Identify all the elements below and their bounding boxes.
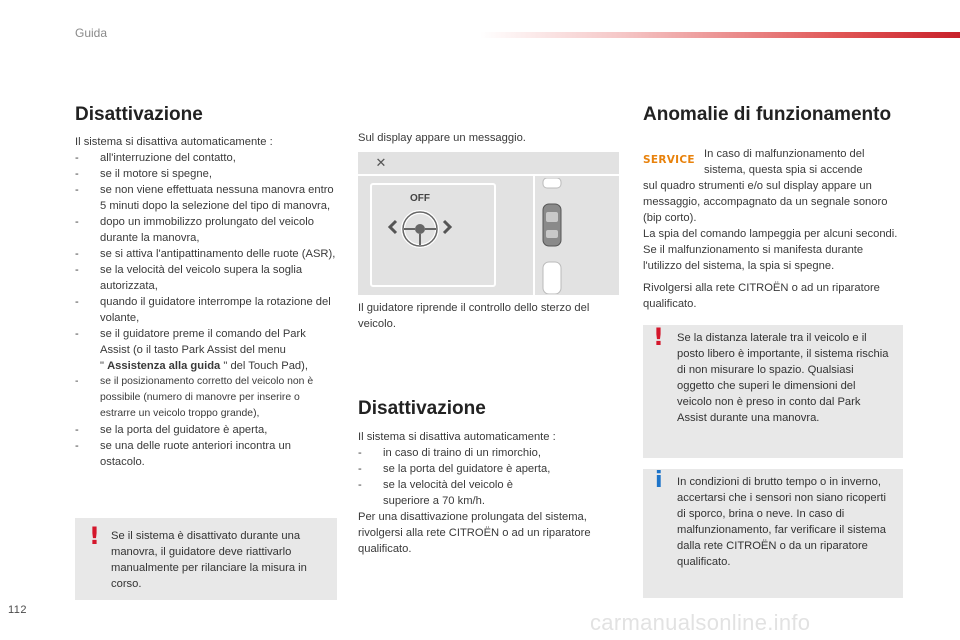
warning-icon: !: [89, 522, 100, 550]
left-intro: Il sistema si disattiva automaticamente :: [75, 136, 273, 148]
list-item: - se il guidatore preme il comando del Park Assist (o il tasto Park Assist del menu " Assistenza alla guida " del Touch Pad),: [75, 328, 308, 372]
blink-text: La spia del comando lampeggia per alcuni secondi. Se il malfunzionamento si manifesta durante l'utilizzo del sistema, la spia si spegne.: [643, 228, 898, 272]
middle-outro: Per una disattivazione prolungata del sistema, rivolgersi alla rete CITROËN o ad un riparatore qualificato.: [358, 511, 591, 555]
right-warning-text: Se la distanza laterale tra il veicolo e il posto libero è importante, il sistema rischia di non misurare lo spazio. Qualsiasi oggetto che superi le dimensioni del veicolo non è preso in conto dal Park Assist durante una manovra.: [677, 332, 889, 424]
right-title: Anomalie di funzionamento: [643, 104, 892, 125]
warning-icon: !: [653, 323, 664, 351]
list-item: - in caso di traino di un rimorchio,: [358, 447, 541, 459]
list-item: - se la velocità del veicolo supera la soglia autorizzata,: [75, 264, 303, 292]
display-divider: [358, 174, 619, 176]
left-title: Disattivazione: [75, 104, 203, 125]
right-warning-box: [643, 325, 903, 458]
info-icon: i: [655, 468, 663, 493]
list-item: - se non viene effettuata nessuna manovra entro 5 minuti dopo la selezione del tipo di manovra,: [75, 184, 334, 212]
parked-cars-icon: [538, 178, 568, 294]
list-item: - se la porta del guidatore è aperta,: [358, 463, 551, 475]
right-column: [643, 104, 905, 126]
info-text: In condizioni di brutto tempo o in inverno, accertarsi che i sensori non siano ricoperti di sporco, brina o neve. In caso di malfunzionamento, far verificare il sistema dalla rete CITROËN o da un riparatore qualificato.: [677, 476, 886, 568]
close-icon: ✕: [375, 156, 387, 171]
list-item: - all'interruzione del contatto,: [75, 152, 236, 164]
list-item: - se la velocità del veicolo è superiore a 70 km/h.: [358, 479, 513, 507]
section-header: Guida: [75, 26, 108, 40]
watermark: carmanualsonline.info: [590, 610, 811, 635]
list-item: - se si attiva l'antipattinamento delle ruote (ASR),: [75, 248, 336, 260]
left-warning-text: Se il sistema è disattivato durante una manovra, il guidatore deve riattivarlo manualmente per rilanciare la misura in corso.: [111, 530, 307, 590]
display-screenshot: [358, 152, 619, 295]
list-item: - quando il guidatore interrompe la rotazione del volante,: [75, 296, 331, 324]
contact-text: Rivolgersi alla rete CITROËN o ad un riparatore qualificato.: [643, 282, 880, 310]
list-item: - se la porta del guidatore è aperta,: [75, 424, 268, 436]
page-number: 112: [8, 604, 28, 616]
middle-intro: Il sistema si disattiva automaticamente :: [358, 431, 556, 443]
list-item: - se il motore si spegne,: [75, 168, 212, 180]
list-item: - se il posizionamento corretto del veicolo non è possibile (numero di manovre per inserire o estrarre un veicolo troppo grande),: [75, 376, 314, 419]
driver-resume-text: Il guidatore riprende il controllo dello sterzo del veicolo.: [358, 302, 590, 330]
display-intro: Sul display appare un messaggio.: [358, 132, 526, 144]
display-off-label: OFF: [410, 193, 430, 204]
service-warning-icon: SERVICE: [643, 154, 695, 166]
list-item: - dopo un immobilizzo prolungato del veicolo durante la manovra,: [75, 216, 314, 244]
menu-name: Assistenza alla guida: [107, 360, 221, 372]
left-warning-box: [75, 518, 337, 600]
park-assist-panel: [370, 183, 496, 287]
malfunction-rest: sul quadro strumenti e/o sul display appare un messaggio, accompagnato da un segnale sonoro (bip corto). La spia del comando lampeggia per alcuni secondi. Se il malfunzionamento si manifesta durante l'utilizzo del sistema, la spia si spegne. Rivolgersi alla rete CITROËN o ad un riparatore qualificato.: [643, 178, 905, 312]
middle-deactivation: [358, 398, 620, 557]
list-item: - se una delle ruote anteriori incontra un ostacolo.: [75, 440, 291, 468]
malfunction-first: In caso di malfunzionamento del sistema, questa spia si accende: [704, 148, 865, 176]
road-marking: [533, 174, 535, 295]
header-accent-bar: [480, 32, 960, 38]
steering-off-icon: [372, 185, 494, 285]
left-column: [75, 104, 337, 470]
middle-title: Disattivazione: [358, 398, 486, 419]
info-box: [643, 469, 903, 598]
